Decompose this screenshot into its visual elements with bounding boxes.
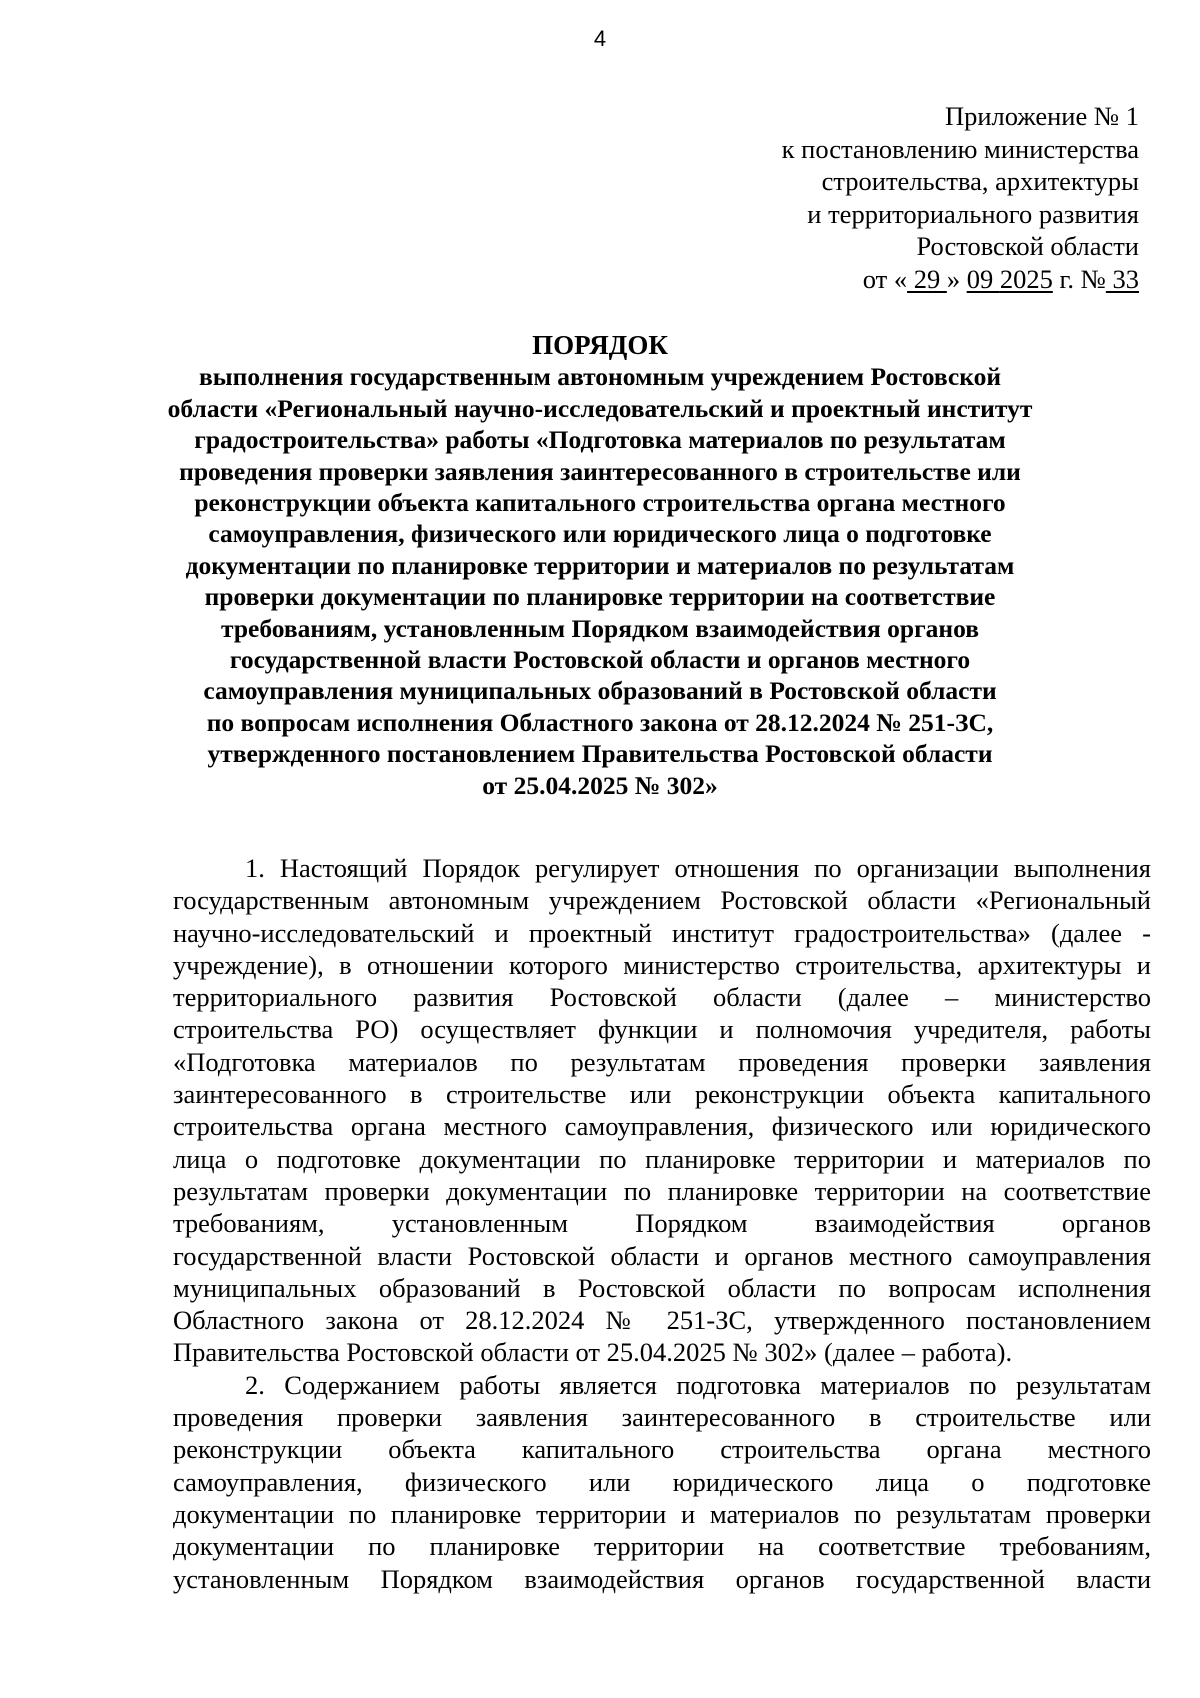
body-line: лица о подготовке документации по планировке территории и материалов по bbox=[173, 1143, 1151, 1174]
date-prefix: от « bbox=[862, 263, 908, 294]
body-line: Правительства Ростовской области от 25.04.2025 № 302» (далее – работа). bbox=[173, 1337, 1013, 1368]
title-line: выполнения государственным автономным учреждением Ростовской bbox=[198, 362, 1002, 392]
appendix-line-2: к постановлению министерства bbox=[781, 133, 1139, 164]
appendix-line-4: и территориального развития bbox=[807, 198, 1139, 229]
body-line: строительства органа местного самоуправления, физического или юридического bbox=[173, 1111, 1151, 1142]
appendix-line-1: Приложение № 1 bbox=[944, 101, 1139, 131]
title-line: проверки документации по планировке территории на соответствие bbox=[204, 582, 996, 612]
body-line: государственной власти Ростовской области и органов местного самоуправления bbox=[173, 1240, 1151, 1271]
body-line: научно-исследовательский и проектный институт градостроительства» (далее - bbox=[173, 917, 1151, 948]
title-line: государственной власти Ростовской области и органов местного bbox=[229, 645, 971, 675]
body-line: требованиям, установленным Порядком взаимодействия органов bbox=[173, 1208, 1151, 1239]
document-body bbox=[173, 852, 1151, 1595]
title-heading: ПОРЯДОК bbox=[532, 330, 668, 360]
title-line: градостроительства» работы «Подготовка материалов по результатам bbox=[194, 425, 1006, 455]
body-line: документации по планировке территории на соответствие требованиям, bbox=[173, 1531, 1151, 1562]
title-line: документации по планировке территории и материалов по результатам bbox=[185, 550, 1015, 580]
body-line: территориального развития Ростовской области (далее – министерство bbox=[173, 982, 1151, 1013]
appendix-header bbox=[782, 100, 1139, 295]
body-line: установленным Порядком взаимодействия органов государственной власти bbox=[173, 1563, 1151, 1594]
appendix-line-5: Ростовской области bbox=[916, 231, 1139, 261]
body-line: «Подготовка материалов по результатам проведения проверки заявления bbox=[173, 1046, 1151, 1077]
title-line: требованиям, установленным Порядком взаимодействия органов bbox=[220, 613, 980, 643]
title-line: реконструкции объекта капитального строительства органа местного bbox=[194, 488, 1006, 518]
body-line: заинтересованного в строительстве или реконструкции объекта капитального bbox=[173, 1079, 1151, 1110]
body-line: самоуправления, физического или юридического лица о подготовке bbox=[173, 1466, 1151, 1497]
title-line: области «Региональный научно-исследовательский и проектный институт bbox=[167, 393, 1033, 423]
document-title bbox=[60, 330, 1140, 801]
appendix-date-line bbox=[782, 263, 1139, 296]
body-line: учреждение), в отношении которого министерство строительства, архитектуры и bbox=[173, 949, 1151, 980]
date-separator: » bbox=[946, 263, 967, 294]
date-day: 29 bbox=[907, 263, 947, 294]
title-line: проведения проверки заявления заинтересованного в строительстве или bbox=[179, 456, 1021, 486]
number-prefix: г. № bbox=[1052, 263, 1106, 294]
body-line: 1. Настоящий Порядок регулирует отношения по организации выполнения bbox=[245, 853, 1151, 883]
body-line: строительства РО) осуществляет функции и полномочия учредителя, работы bbox=[173, 1014, 1151, 1045]
body-line: государственным автономным учреждением Ростовской области «Региональный bbox=[173, 885, 1151, 916]
body-line: документации по планировке территории и материалов по результатам проверки bbox=[173, 1498, 1151, 1529]
body-line: муниципальных образований в Ростовской области по вопросам исполнения bbox=[173, 1272, 1151, 1303]
date-month: 09 bbox=[966, 263, 1000, 294]
page-number: 4 bbox=[593, 26, 607, 51]
title-lines bbox=[60, 361, 1140, 801]
title-line: утвержденного постановлением Правительства Ростовской области bbox=[207, 739, 993, 769]
title-line: самоуправления, физического или юридического лица о подготовке bbox=[208, 519, 992, 549]
body-line: результатам проверки документации по планировке территории на соответствие bbox=[173, 1175, 1151, 1206]
title-line: самоуправления муниципальных образований в Ростовской области bbox=[203, 676, 997, 706]
body-line: реконструкции объекта капитального строительства органа местного bbox=[173, 1434, 1151, 1465]
title-line: от 25.04.2025 № 302» bbox=[482, 770, 718, 800]
body-line: проведения проверки заявления заинтересованного в строительстве или bbox=[173, 1402, 1151, 1433]
title-line: по вопросам исполнения Областного закона от 28.12.2024 № 251-ЗС, bbox=[206, 707, 994, 737]
date-year: 2025 bbox=[999, 263, 1053, 294]
document-number: 33 bbox=[1105, 263, 1139, 294]
body-line: 2. Содержанием работы является подготовка материалов по результатам bbox=[245, 1369, 1151, 1400]
appendix-line-3: строительства, архитектуры bbox=[821, 166, 1139, 196]
body-line: Областного закона от 28.12.2024 № 251-ЗС, утвержденного постановлением bbox=[173, 1305, 1151, 1336]
